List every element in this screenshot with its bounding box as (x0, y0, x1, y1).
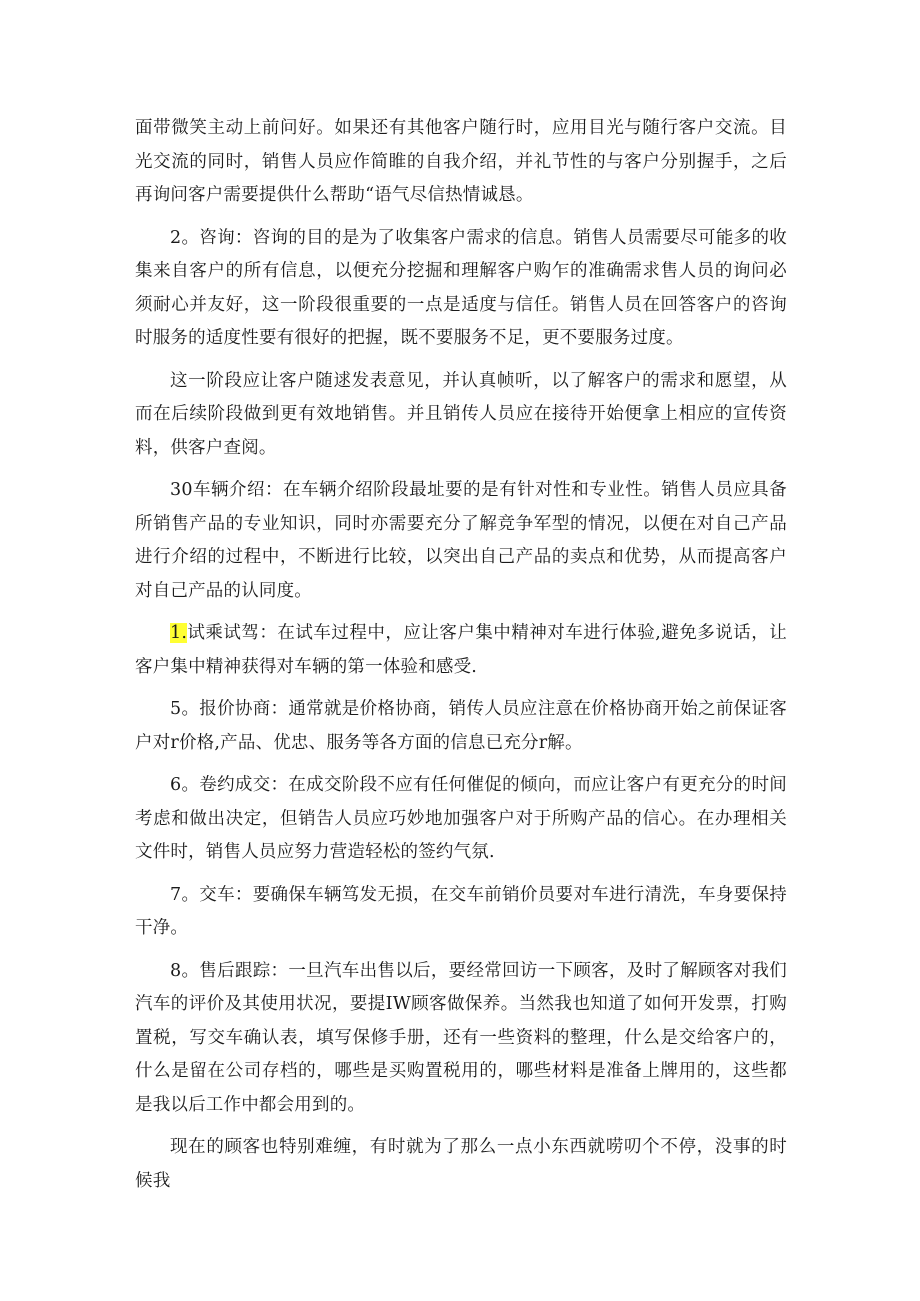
document-body (135, 112, 787, 1207)
paragraph-test-drive (135, 617, 787, 684)
paragraph-price-negotiation: 5。报价协商：通常就是价格协商，销传人员应注意在价格协商开始之前保证客户对r价格,产品、优忠、服务等各方面的信息已充分r解。 (135, 699, 787, 753)
paragraph-closing-deal: 6。卷约成交：在成交阶段不应有任何催促的倾向，而应让客户有更充分的时间考虑和做出决定，但销告人员应巧妙地加强客户对于所购产品的信心。在办理相关文件时，销售人员应努力营造轻松的签约气氛. (135, 775, 787, 862)
paragraph-listening: 这一阶段应让客户随逑发表意见，并认真帧听，以了解客户的需求和愿望，从而在后续阶段做到更有效地销售。并且销传人员应在接待开始便拿上相应的宣传资料，供客户查阅。 (135, 370, 787, 458)
paragraph-customers: 现在的顾客也特别难缠，有时就为了那么一点小东西就唠叨个不停，没事的时候我 (135, 1137, 787, 1191)
paragraph-greeting: 面带微笑主动上前问好。如果还有其他客户随行时，应用目光与随行客户交流。目光交流的同时，销售人员应作简睢的自我介绍，并礼节性的与客户分别握手，之后再询问客户需要提供什么帮助“语气尽信热情诚恳。 (135, 118, 787, 205)
paragraph-test-drive-text: 试乘试驾：在试车过程中，应让客户集中精神对车进行体验,避免多说话，让客户集中精神获得对车辆的第一体验和感受. (135, 623, 787, 677)
paragraph-delivery: 7。交车：要确保车辆笃发无损，在交车前销价员要对车进行清洗，车身要保持干净。 (135, 884, 787, 938)
paragraph-after-sales: 8。售后跟踪：一旦汽车出售以后，要经常回访一下顾客，及时了解顾客对我们汽车的评价及其使用状况，要提IW顾客做保养。当然我也知道了如何开发票，打购置税，写交车确认表，填写保修手册，还有一些资料的整理，什么是交给客户的，什么是留在公司存档的，哪些是买购置税用的，哪些材料是准备上牌用的，这些都是我以后工作中都会用到的。 (135, 960, 787, 1115)
paragraph-consultation: 2。咨询：咨询的目的是为了收集客户需求的信息。销售人员需要尽可能多的收集来自客户的所有信息，以便充分挖掘和理解客户购乍的准确需求售人员的询问必须耐心并友好，这一阶段很重要的一点是适度与信任。销售人员在回答客户的咨询时服务的适度性要有很好的把握，既不要服务不足，更不要服务过度。 (135, 227, 787, 348)
paragraph-vehicle-introduction: 30车辆介绍：在车辆介绍阶段最址要的是有针对性和专业性。销售人员应具备所销售产品的专业知识，同时亦需要充分了解竞争军型的情况，以便在对自己产品进行介绍的过程中，不断进行比较，以突出自己产品的卖点和优势，从而提高客户对自己产品的认同度。 (135, 480, 787, 601)
highlighted-number: 1. (170, 623, 188, 643)
